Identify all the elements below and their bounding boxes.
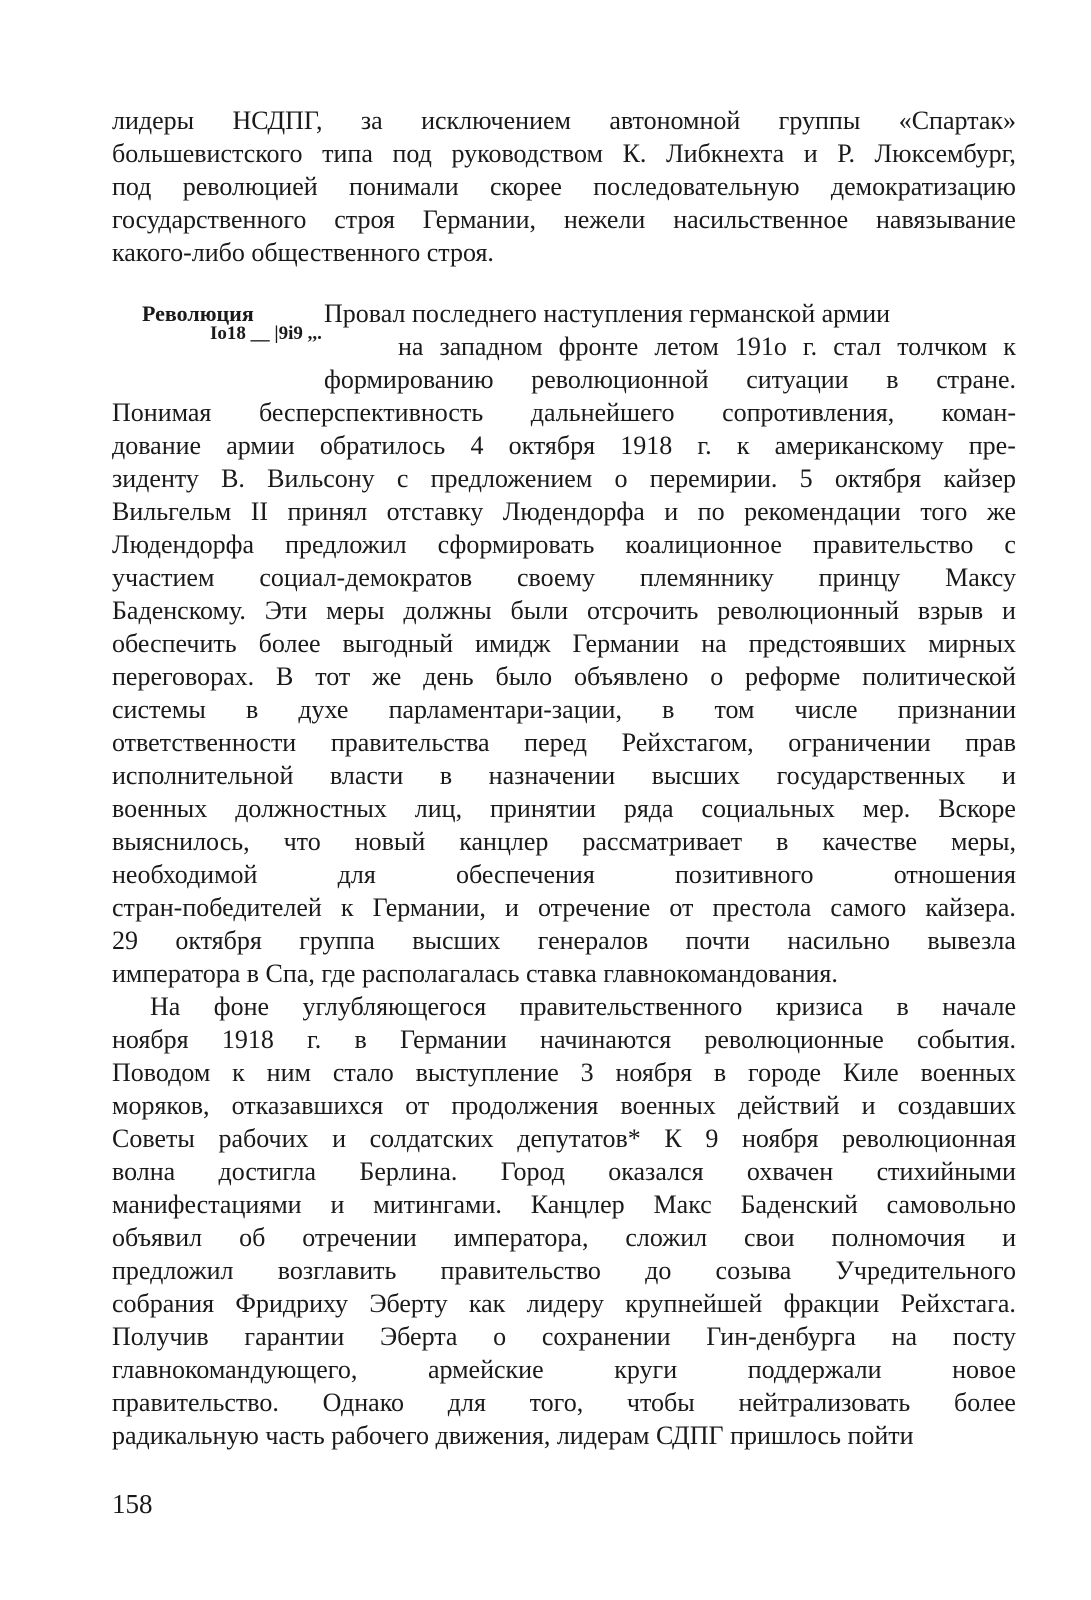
section-revolution [112,297,1016,1452]
text-line: императора в Спа, где располагалась ставка главнокомандования. [112,959,838,988]
text-line: главнокомандующего, армейские круги поддержали новое [112,1355,1016,1384]
text-line: Вильгельм II принял отставку Людендорфа и по рекомендации того же [112,497,1016,526]
paragraph-1 [112,104,1016,269]
text-line: военных должностных лиц, принятии ряда социальных мер. Вскоре [112,794,1016,823]
paragraph-2-head-line-1: Провал последнего наступления германской армии [324,299,891,328]
text-line: стран-победителей к Германии, и отречение от престола самого кайзера. [112,893,1016,922]
side-heading-title: Революция [142,301,254,326]
text-line: манифестациями и митингами. Канцлер Макс Баденский самовольно [112,1190,1016,1219]
text-line: обеспечить более выгодный имидж Германии на предстоявших мирных [112,629,1016,658]
document-page [112,104,1016,1452]
text-line: выяснилось, что новый канцлер рассматривает в качестве меры, [112,827,1016,856]
text-line: необходимой для обеспечения позитивного отношения [112,860,1016,889]
paragraph-2-head-line-2: на западном фронте летом 191о г. стал толчком к [398,332,1016,361]
text-line: зиденту В. Вильсону с предложением о перемирии. 5 октября кайзер [112,464,1016,493]
text-line: ноября 1918 г. в Германии начинаются революционные события. [112,1025,1016,1054]
text-line: исполнительной власти в назначении высших государственных и [112,761,1016,790]
paragraph-3 [112,990,1016,1452]
text-line: 29 октября группа высших генералов почти насильно вывезла [112,926,1016,955]
text-line: какого-либо общественного строя. [112,238,494,267]
text-line: На фоне углубляющегося правительственного кризиса в начале [150,992,1016,1021]
text-line: под революцией понимали скорее последовательную демократизацию [112,172,1016,201]
text-line: предложил возглавить правительство до созыва Учредительного [112,1256,1016,1285]
text-line: ответственности правительства перед Рейхстагом, ограничении прав [112,728,1016,757]
text-line: радикальную часть рабочего движения, лидерам СДПГ пришлось пойти [112,1421,914,1450]
text-line: моряков, отказавшихся от продолжения военных действий и создавших [112,1091,1016,1120]
text-line: Советы рабочих и солдатских депутатов* К 9 ноября революционная [112,1124,1016,1153]
paragraph-2-head-line-3: формированию революционной ситуации в стране. [324,365,1016,394]
text-line: большевистского типа под руководством К. Либкнехта и Р. Люксембург, [112,139,1016,168]
text-line: Получив гарантии Эберта о сохранении Гин-денбурга на посту [112,1322,1016,1351]
text-line: Понимая бесперспективность дальнейшего сопротивления, коман- [112,398,1016,427]
text-line: объявил об отречении императора, сложил свои полномочия и [112,1223,1016,1252]
side-heading [142,301,322,344]
paragraph-2 [112,396,1016,990]
page-number: 158 [112,1489,153,1519]
text-line: правительство. Однако для того, чтобы нейтрализовать более [112,1388,1016,1417]
text-line: государственного строя Германии, нежели насильственное навязывание [112,205,1016,234]
text-line: собрания Фридриху Эберту как лидеру крупнейшей фракции Рейхстага. [112,1289,1016,1318]
text-line: волна достигла Берлина. Город оказался охвачен стихийными [112,1157,1016,1186]
text-line: участием социал-демократов своему племяннику принцу Максу [112,563,1016,592]
text-line: лидеры НСДПГ, за исключением автономной группы «Спартак» [112,106,1016,135]
text-line: Людендорфа предложил сформировать коалиционное правительство с [112,530,1016,559]
text-line: Поводом к ним стало выступление 3 ноября в городе Киле военных [112,1058,1016,1087]
side-heading-dates: Io18 __ |9i9 ,,. [210,323,322,344]
text-line: Баденскому. Эти меры должны были отсрочить революционный взрыв и [112,596,1016,625]
text-line: дование армии обратилось 4 октября 1918 г. к американскому пре- [112,431,1016,460]
text-line: системы в духе парламентари-зации, в том числе признании [112,695,1016,724]
text-line: переговорах. В тот же день было объявлено о реформе политической [112,662,1016,691]
